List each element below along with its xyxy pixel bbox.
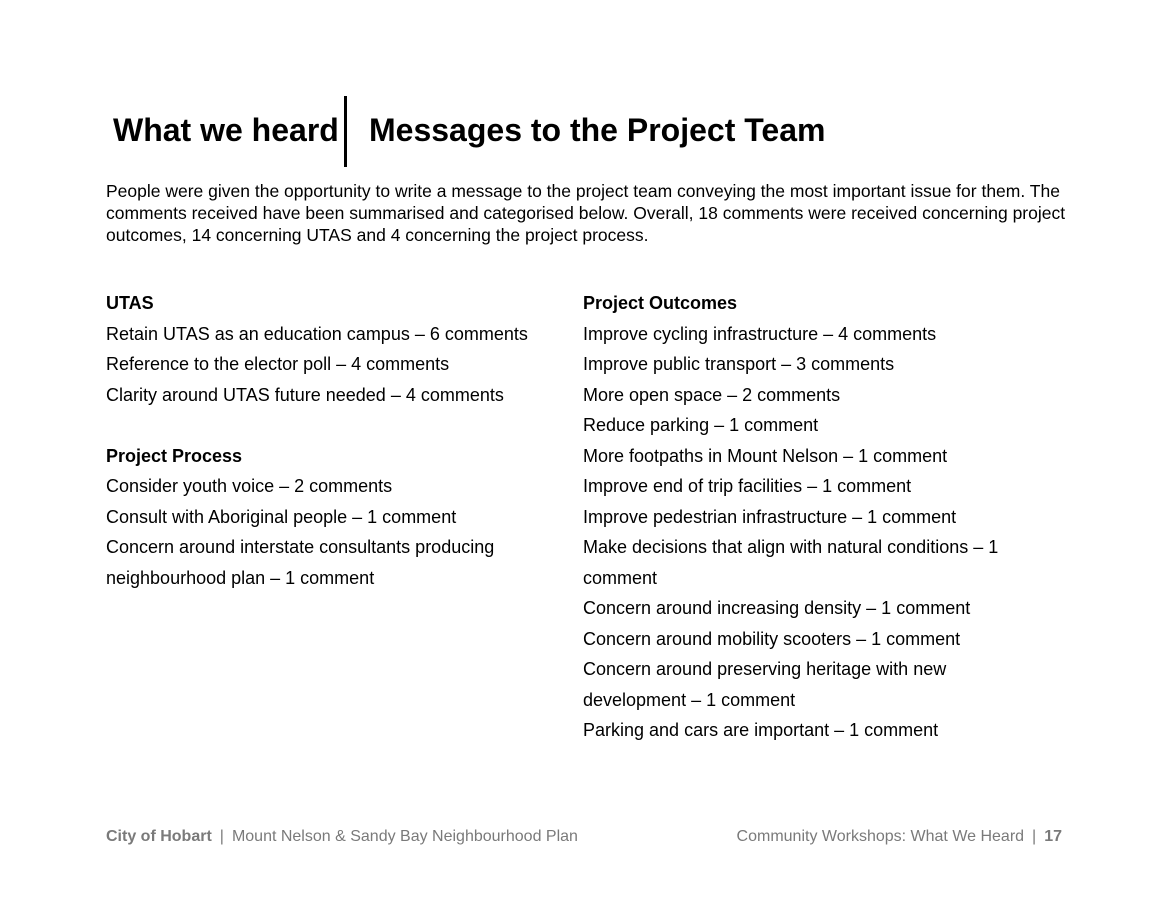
list-item: Concern around preserving heritage with new development – 1 comment: [583, 659, 947, 710]
list-item: Parking and cars are important – 1 comment: [583, 720, 939, 740]
left-column: [106, 288, 536, 593]
footer-left: [106, 828, 578, 846]
list-item: Reference to the elector poll – 4 comments: [106, 354, 450, 374]
footer-plan: Mount Nelson & Sandy Bay Neighbourhood Plan: [231, 828, 578, 845]
list-item: Concern around mobility scooters – 1 comment: [583, 628, 961, 649]
list-item: Make decisions that align with natural conditions – 1 comment: [583, 537, 999, 588]
right-column: [583, 288, 1053, 746]
list-item: Consider youth voice – 2 comments: [106, 476, 393, 496]
footer-org: City of Hobart: [106, 828, 212, 845]
list-item: More footpaths in Mount Nelson – 1 comment: [583, 445, 948, 466]
list-item: Retain UTAS as an education campus – 6 comments: [106, 323, 528, 344]
list-item: More open space – 2 comments: [583, 384, 841, 405]
list-item: Improve public transport – 3 comments: [583, 354, 895, 374]
utas-section: [106, 288, 536, 410]
list-item: Consult with Aboriginal people – 1 comment: [106, 506, 457, 527]
title-divider: [344, 96, 347, 167]
list-item: Improve end of trip facilities – 1 comment: [583, 476, 912, 496]
section-title: What we heard: [113, 112, 339, 148]
list-item: Improve pedestrian infrastructure – 1 comment: [583, 506, 957, 527]
footer-separator: |: [1032, 828, 1037, 845]
list-item: Improve cycling infrastructure – 4 comments: [583, 323, 937, 344]
list-item: Clarity around UTAS future needed – 4 comments: [106, 384, 504, 405]
section-spacer: [106, 410, 536, 441]
process-heading: Project Process: [106, 445, 243, 466]
outcomes-heading: Project Outcomes: [583, 293, 738, 313]
process-section: [106, 441, 536, 594]
list-item: Concern around increasing density – 1 comment: [583, 598, 971, 618]
list-item: Reduce parking – 1 comment: [583, 415, 819, 435]
footer-report: Community Workshops: What We Heard: [736, 828, 1025, 845]
page-number: 17: [1044, 828, 1062, 845]
utas-heading: UTAS: [106, 293, 154, 313]
page-title: Messages to the Project Team: [369, 112, 826, 148]
footer-separator: |: [219, 828, 224, 845]
footer-right: [737, 828, 1062, 846]
list-item: Concern around interstate consultants producing neighbourhood plan – 1 comment: [106, 537, 495, 588]
outcomes-section: [583, 288, 1053, 746]
intro-paragraph: People were given the opportunity to write a message to the project team conveying the most important issue for them. The comments received have been summarised and categorised below. Overall, 18 comments were received concerning project outcomes, 14 concerning UTAS and 4 concerning the project process.: [106, 181, 1066, 245]
